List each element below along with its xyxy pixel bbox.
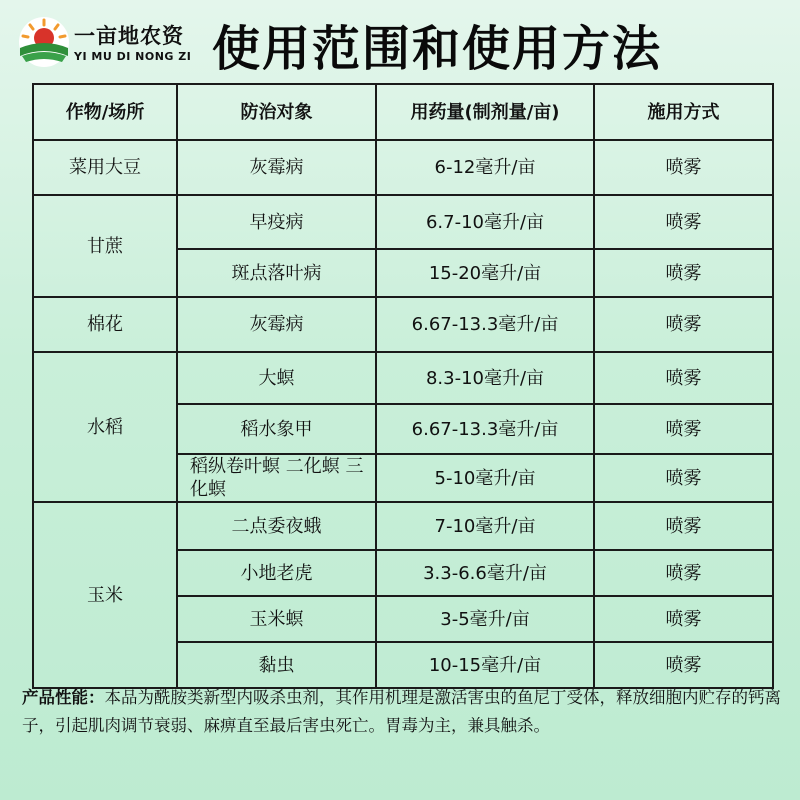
crop-cell: 甘蔗 (33, 195, 177, 297)
table-row (33, 195, 773, 249)
table-row (33, 502, 773, 550)
crop-cell: 菜用大豆 (33, 140, 177, 195)
dose-cell: 8.3-10毫升/亩 (376, 352, 594, 404)
dose-cell: 5-10毫升/亩 (376, 454, 594, 502)
dose-cell: 7-10毫升/亩 (376, 502, 594, 550)
method-cell: 喷雾 (594, 404, 773, 454)
target-cell: 二点委夜蛾 (177, 502, 376, 550)
target-cell: 小地老虎 (177, 550, 376, 596)
dose-cell: 6.67-13.3毫升/亩 (376, 297, 594, 352)
method-cell: 喷雾 (594, 297, 773, 352)
header (0, 0, 800, 80)
method-cell: 喷雾 (594, 352, 773, 404)
target-cell: 稻纵卷叶螟 二化螟 三化螟 (177, 454, 376, 502)
product-description (22, 684, 782, 740)
method-cell: 喷雾 (594, 140, 773, 195)
target-cell: 大螟 (177, 352, 376, 404)
header-dose: 用药量(制剂量/亩) (376, 84, 594, 140)
description-text: 本品为酰胺类新型内吸杀虫剂，其作用机理是激活害虫的鱼尼丁受体，释放细胞内贮存的钙离子，引起肌肉调节衰弱、麻痹直至最后害虫死亡。胃毒为主，兼具触杀。 (22, 688, 781, 735)
method-cell: 喷雾 (594, 642, 773, 688)
crop-cell: 棉花 (33, 297, 177, 352)
dose-cell: 10-15毫升/亩 (376, 642, 594, 688)
crop-cell: 玉米 (33, 502, 177, 688)
description-label: 产品性能： (22, 688, 105, 707)
table-row (33, 140, 773, 195)
table-row (33, 297, 773, 352)
method-cell: 喷雾 (594, 195, 773, 249)
target-cell: 稻水象甲 (177, 404, 376, 454)
method-cell: 喷雾 (594, 249, 773, 297)
method-cell: 喷雾 (594, 596, 773, 642)
header-target: 防治对象 (177, 84, 376, 140)
table-row (33, 352, 773, 404)
logo-text-cn: 一亩地农资 (74, 24, 184, 48)
dose-cell: 3.3-6.6毫升/亩 (376, 550, 594, 596)
method-cell: 喷雾 (594, 550, 773, 596)
page-title: 使用范围和使用方法 (212, 21, 663, 77)
usage-table (32, 83, 774, 689)
method-cell: 喷雾 (594, 502, 773, 550)
target-cell: 斑点落叶病 (177, 249, 376, 297)
sun-field-icon (18, 16, 70, 68)
method-cell: 喷雾 (594, 454, 773, 502)
target-cell: 早疫病 (177, 195, 376, 249)
crop-cell: 水稻 (33, 352, 177, 502)
dose-cell: 15-20毫升/亩 (376, 249, 594, 297)
target-cell: 灰霉病 (177, 140, 376, 195)
header-crop: 作物/场所 (33, 84, 177, 140)
dose-cell: 6.7-10毫升/亩 (376, 195, 594, 249)
dose-cell: 3-5毫升/亩 (376, 596, 594, 642)
logo-text-en: YI MU DI NONG ZI (74, 50, 192, 63)
target-cell: 玉米螟 (177, 596, 376, 642)
target-cell: 黏虫 (177, 642, 376, 688)
dose-cell: 6.67-13.3毫升/亩 (376, 404, 594, 454)
header-method: 施用方式 (594, 84, 773, 140)
dose-cell: 6-12毫升/亩 (376, 140, 594, 195)
brand-logo (18, 14, 198, 74)
target-cell: 灰霉病 (177, 297, 376, 352)
table-header-row (33, 84, 773, 140)
